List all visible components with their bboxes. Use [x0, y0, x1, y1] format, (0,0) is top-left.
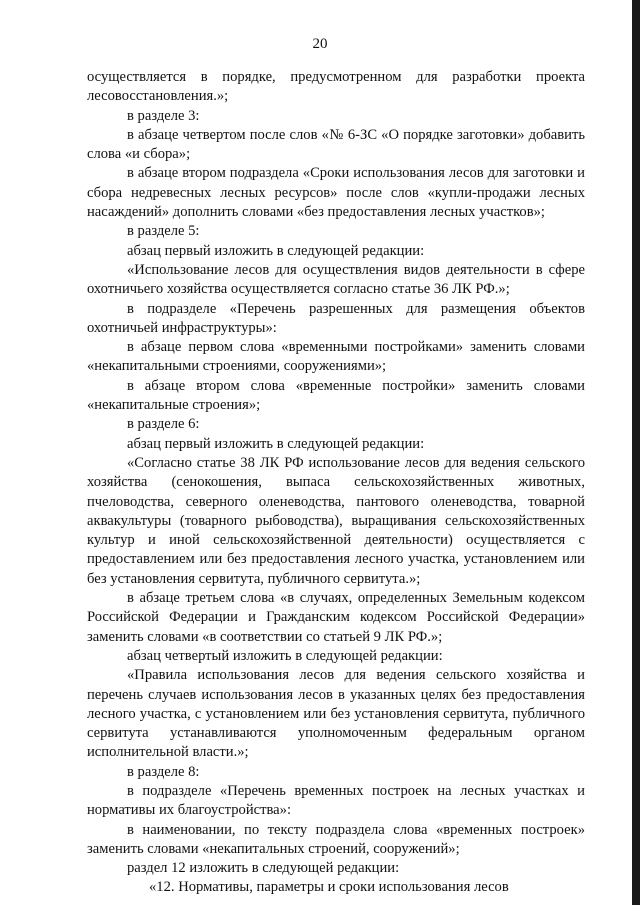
paragraph: осуществляется в порядке, предусмотренном для разработки проекта лесовосстановления.»;: [87, 69, 585, 105]
paragraph: абзац первый изложить в следующей редакции:: [127, 242, 425, 259]
scan-edge-shadow: [632, 0, 640, 905]
paragraph: в абзаце четвертом после слов «№ 6-ЗС «О порядке заготовки» добавить слова «и сбора»;: [87, 126, 585, 163]
paragraph: в разделе 3:: [127, 107, 200, 124]
paragraph: в подразделе «Перечень разрешенных для размещения объектов охотничьей инфраструктуры»:: [87, 300, 585, 336]
paragraph: в абзаце втором слова «временные постройки» заменить словами «некапитальные строения»;: [87, 377, 585, 414]
document-body: [87, 68, 585, 898]
paragraph: «Согласно статье 38 ЛК РФ использование лесов для ведения сельского хозяйства (сенокошения, выпаса сельскохозяйственных животных, пчеловодства, северного оленеводства, пантового оленеводства, товарной аквакультуры (товарного рыбоводства), выращивания сельскохозяйственных культур и иной сельскохозяйственной деятельности) осуществляется с предоставлением или без предоставления лесного участка, установлением или без установления сервитута, публичного сервитута.»;: [87, 454, 585, 587]
paragraph: в разделе 6:: [127, 416, 200, 433]
paragraph: в разделе 5:: [127, 223, 200, 240]
paragraph: в абзаце третьем слова «в случаях, определенных Земельным кодексом Российской Федерации и Гражданским кодексом Российской Федерации» заменить словами «в соответствии со статьей 9 ЛК РФ.»;: [87, 590, 585, 645]
paragraph: раздел 12 изложить в следующей редакции:: [127, 860, 400, 877]
paragraph: «Правила использования лесов для ведения сельского хозяйства и перечень случаев использования лесов в указанных целях без предоставления лесного участка, с установлением или без установления сервитута, публичного сервитута устанавливаются уполномоченным федеральным органом исполнительной власти.»;: [87, 667, 585, 761]
page-number: 20: [312, 36, 328, 52]
paragraph: в подразделе «Перечень временных построек на лесных участках и нормативы их благоустройства»:: [87, 782, 585, 819]
paragraph: «Использование лесов для осуществления видов деятельности в сфере охотничьего хозяйства осуществляется согласно статье 36 ЛК РФ.»;: [87, 261, 585, 298]
paragraph: в абзаце втором подраздела «Сроки использования лесов для заготовки и сбора недревесных лесных ресурсов» после слов «купли-продажи лесных насаждений» дополнить словами «без предоставления лесных участков»;: [87, 165, 585, 221]
section-heading: «12. Нормативы, параметры и сроки использования лесов: [149, 879, 509, 896]
paragraph: в наименовании, по тексту подраздела слова «временных построек» заменить словами «некапитальных строений, сооружений»;: [87, 821, 585, 857]
paragraph: абзац четвертый изложить в следующей редакции:: [127, 647, 443, 664]
paragraph: в разделе 8:: [127, 763, 200, 780]
paragraph: абзац первый изложить в следующей редакции:: [127, 435, 425, 452]
paragraph: в абзаце первом слова «временными постройками» заменить словами «некапитальными строениями, сооружениями»;: [87, 339, 585, 375]
